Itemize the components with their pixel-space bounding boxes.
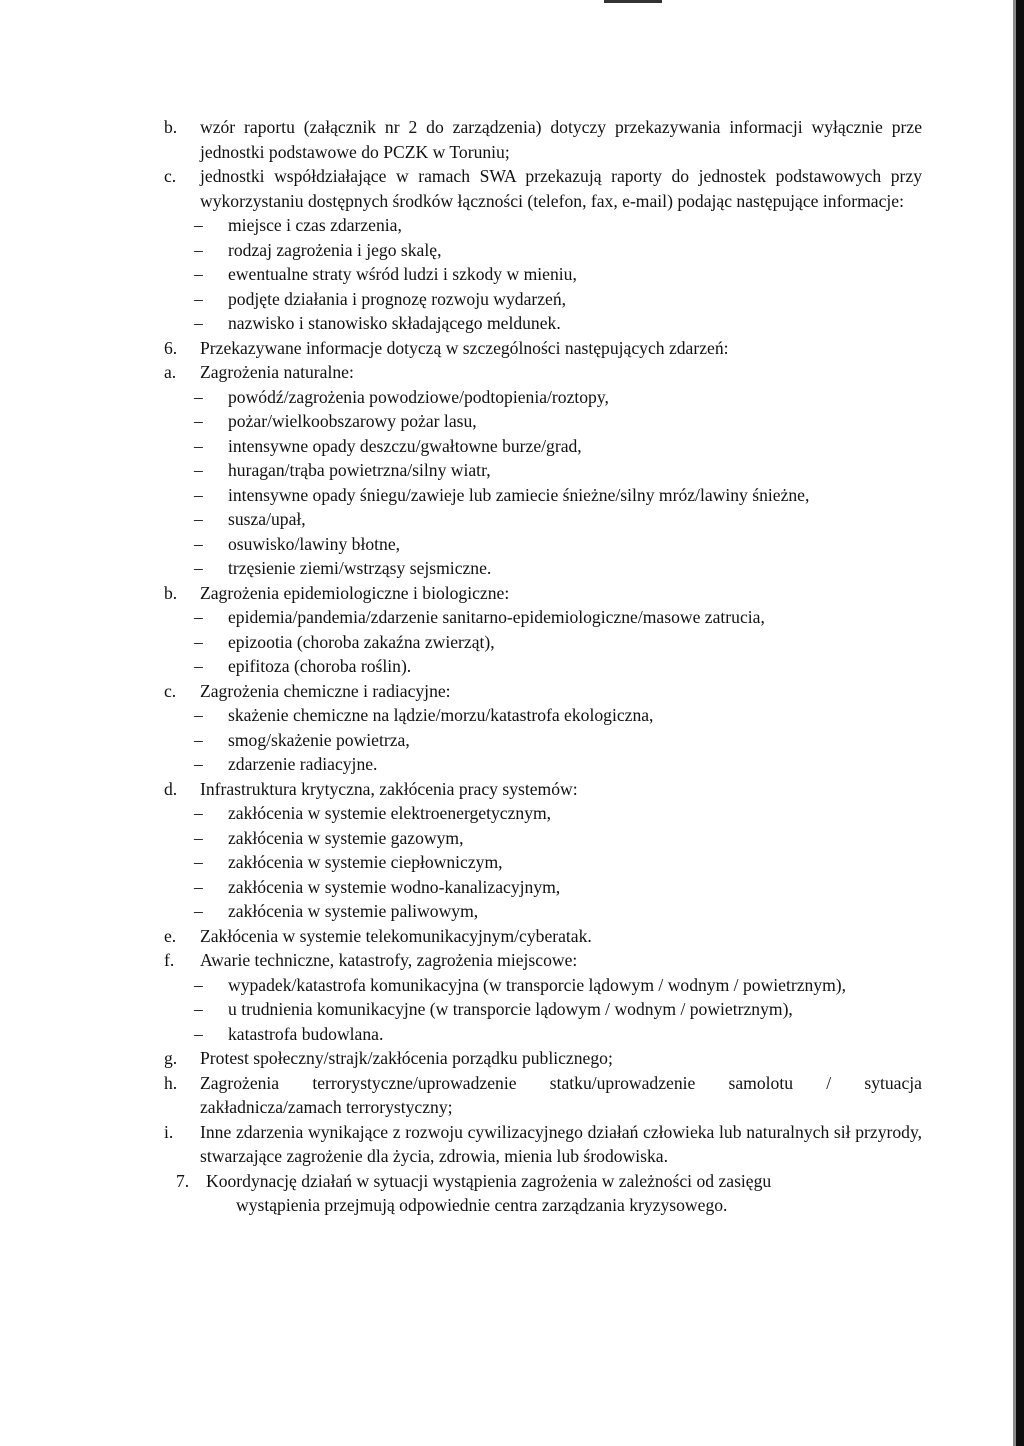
dash-bullet: –: [194, 631, 203, 652]
event-group-3: [164, 777, 922, 802]
dash-bullet: –: [194, 264, 203, 284]
dash-bullet: –: [194, 558, 203, 578]
dash-list-item: [164, 287, 922, 312]
event-group-title: Zagrożenia epidemiologiczne i biologiczne:: [200, 582, 510, 603]
item-b: [164, 115, 922, 164]
section-7-line2: wystąpienia przejmują odpowiednie centra zarządzania kryzysowego.: [236, 1195, 728, 1215]
item-b-text: wzór raportu (załącznik nr 2 do zarządzenia) dotyczy przekazywania informacji wyłącznie prze jednostki podstawowe do PCZK w Toruniu;: [200, 117, 922, 162]
event-group-label: d.: [164, 778, 178, 799]
dash-bullet: –: [194, 533, 203, 554]
dash-bullet: –: [194, 1023, 203, 1044]
event-group-0: [164, 360, 922, 385]
dash-list-item: [164, 899, 922, 924]
dash-list-item: [164, 556, 922, 581]
scan-edge: [1016, 0, 1024, 1446]
dash-list-text: epizootia (choroba zakaźna zwierząt),: [228, 631, 495, 652]
dash-bullet: –: [194, 460, 203, 480]
event-group-8: [164, 1120, 922, 1169]
item-c-label: c.: [164, 166, 177, 186]
dash-list-text: huragan/trąba powietrzna/silny wiatr,: [228, 460, 491, 480]
dash-bullet: –: [194, 215, 203, 235]
dash-list-text: osuwisko/lawiny błotne,: [228, 533, 401, 554]
dash-list-text: zakłócenia w systemie wodno-kanalizacyjnym,: [228, 876, 561, 897]
dash-list-text: powódź/zagrożenia powodziowe/podtopienia/roztopy,: [228, 386, 609, 407]
event-group-7: [164, 1071, 922, 1120]
dash-list-text: zakłócenia w systemie ciepłowniczym,: [228, 852, 503, 872]
dash-list-text: susza/upał,: [228, 509, 306, 529]
dash-bullet: –: [194, 239, 203, 260]
dash-list-item: [164, 507, 922, 532]
event-group-label: e.: [164, 925, 177, 946]
event-group-label: b.: [164, 582, 178, 603]
section-6-number: 6.: [164, 337, 178, 358]
dash-list-item: [164, 409, 922, 434]
item-c-text: jednostki współdziałające w ramach SWA przekazują raporty do jednostek podstawowych przy wykorzystaniu dostępnych środków łączności (telefon, fax, e-mail) podając następujące informacje:: [200, 166, 922, 211]
document-body: [164, 115, 922, 1218]
event-group-label: i.: [164, 1121, 174, 1142]
dash-bullet: –: [194, 386, 203, 407]
dash-bullet: –: [194, 729, 203, 750]
dash-bullet: –: [194, 607, 203, 627]
dash-list-item: [164, 752, 922, 777]
dash-list-item: [164, 1022, 922, 1047]
dash-list-text: skażenie chemiczne na lądzie/morzu/katastrofa ekologiczna,: [228, 705, 654, 725]
event-group-6: [164, 1046, 922, 1071]
dash-bullet: –: [194, 411, 203, 431]
dash-list-text: zakłócenia w systemie elektroenergetycznym,: [228, 803, 552, 823]
dash-list-text: miejsce i czas zdarzenia,: [228, 215, 402, 235]
event-group-5: [164, 948, 922, 973]
dash-list-text: u trudnienia komunikacyjne (w transporcie lądowym / wodnym / powietrznym),: [228, 999, 793, 1019]
dash-list-item: [164, 875, 922, 900]
event-group-label: c.: [164, 680, 177, 701]
dash-list-text: pożar/wielkoobszarowy pożar lasu,: [228, 411, 477, 431]
event-group-title: Zagrożenia chemiczne i radiacyjne:: [200, 680, 451, 701]
dash-bullet: –: [194, 705, 203, 725]
event-group-title: Awarie techniczne, katastrofy, zagrożenia miejscowe:: [200, 950, 578, 970]
event-group-title: Protest społeczny/strajk/zakłócenia porządku publicznego;: [200, 1048, 613, 1068]
event-group-4: [164, 924, 922, 949]
dash-bullet: –: [194, 754, 203, 774]
dash-list-text: epifitoza (choroba roślin).: [228, 656, 412, 676]
dash-bullet: –: [194, 288, 203, 309]
dash-list-item: [164, 532, 922, 557]
item-b-label: b.: [164, 117, 178, 137]
dash-list-text: nazwisko i stanowisko składającego meldunek.: [228, 313, 561, 333]
dash-bullet: –: [194, 803, 203, 823]
dash-list-item: [164, 801, 922, 826]
dash-list-item: [164, 605, 922, 630]
dash-list-item: [164, 458, 922, 483]
dash-list-item: [164, 262, 922, 287]
section-7-number: 7.: [176, 1170, 190, 1191]
dash-list-item: [164, 728, 922, 753]
event-group-label: h.: [164, 1072, 178, 1093]
dash-bullet: –: [194, 827, 203, 848]
dash-bullet: –: [194, 656, 203, 676]
dash-list-text: katastrofa budowlana.: [228, 1023, 384, 1044]
dash-bullet: –: [194, 484, 203, 505]
dash-bullet: –: [194, 876, 203, 897]
event-group-label: f.: [164, 950, 175, 970]
scan-artifact-top: [604, 0, 662, 3]
dash-list-text: zdarzenie radiacyjne.: [228, 754, 378, 774]
dash-list-item: [164, 703, 922, 728]
dash-list-item: [164, 483, 922, 508]
dash-list-text: podjęte działania i prognozę rozwoju wydarzeń,: [228, 288, 567, 309]
section-7: [164, 1169, 922, 1218]
dash-list-item: [164, 311, 922, 336]
event-group-label: a.: [164, 362, 177, 382]
event-group-2: [164, 679, 922, 704]
dash-bullet: –: [194, 313, 203, 333]
dash-list-text: rodzaj zagrożenia i jego skalę,: [228, 239, 442, 260]
event-group-title: Infrastruktura krytyczna, zakłócenia pracy systemów:: [200, 778, 578, 799]
dash-list-item: [164, 826, 922, 851]
event-group-title: Zagrożenia terrorystyczne/uprowadzenie statku/uprowadzenie samolotu / sytuacja zakładnicza/zamach terrorystyczny;: [200, 1072, 922, 1117]
dash-list-item: [164, 850, 922, 875]
dash-list-text: smog/skażenie powietrza,: [228, 729, 410, 750]
dash-list-text: wypadek/katastrofa komunikacyjna (w transporcie lądowym / wodnym / powietrznym),: [228, 974, 847, 995]
dash-list-text: zakłócenia w systemie gazowym,: [228, 827, 464, 848]
dash-list-item: [164, 238, 922, 263]
event-group-title: Zakłócenia w systemie telekomunikacyjnym/cyberatak.: [200, 925, 592, 946]
dash-list-text: zakłócenia w systemie paliwowym,: [228, 901, 479, 921]
dash-bullet: –: [194, 901, 203, 921]
item-c-bullets: [164, 213, 922, 336]
item-c: [164, 164, 922, 213]
dash-list-item: [164, 630, 922, 655]
event-group-label: g.: [164, 1048, 178, 1068]
dash-list-text: ewentualne straty wśród ludzi i szkody w mieniu,: [228, 264, 577, 284]
section-7-line1: Koordynację działań w sytuacji wystąpienia zagrożenia w zależności od zasięgu: [206, 1170, 772, 1191]
event-group-title: Inne zdarzenia wynikające z rozwoju cywilizacyjnego działań człowieka lub naturalnych sił przyrody, stwarzające zagrożenie dla życia, zdrowia, mienia lub środowiska.: [200, 1121, 922, 1166]
dash-list-item: [164, 997, 922, 1022]
section-6-text: Przekazywane informacje dotyczą w szczególności następujących zdarzeń:: [200, 337, 729, 358]
event-groups: [164, 360, 922, 1169]
dash-list-text: epidemia/pandemia/zdarzenie sanitarno-epidemiologiczne/masowe zatrucia,: [228, 607, 765, 627]
dash-bullet: –: [194, 974, 203, 995]
dash-list-text: intensywne opady śniegu/zawieje lub zamiecie śnieżne/silny mróz/lawiny śnieżne,: [228, 484, 810, 505]
dash-bullet: –: [194, 435, 203, 456]
dash-list-item: [164, 213, 922, 238]
dash-list-item: [164, 434, 922, 459]
dash-list-text: intensywne opady deszczu/gwałtowne burze/grad,: [228, 435, 582, 456]
dash-bullet: –: [194, 999, 203, 1019]
event-group-title: Zagrożenia naturalne:: [200, 362, 354, 382]
section-6: [164, 336, 922, 361]
event-group-1: [164, 581, 922, 606]
dash-list-item: [164, 385, 922, 410]
dash-list-text: trzęsienie ziemi/wstrząsy sejsmiczne.: [228, 558, 492, 578]
dash-bullet: –: [194, 852, 203, 872]
dash-list-item: [164, 973, 922, 998]
dash-bullet: –: [194, 509, 203, 529]
dash-list-item: [164, 654, 922, 679]
